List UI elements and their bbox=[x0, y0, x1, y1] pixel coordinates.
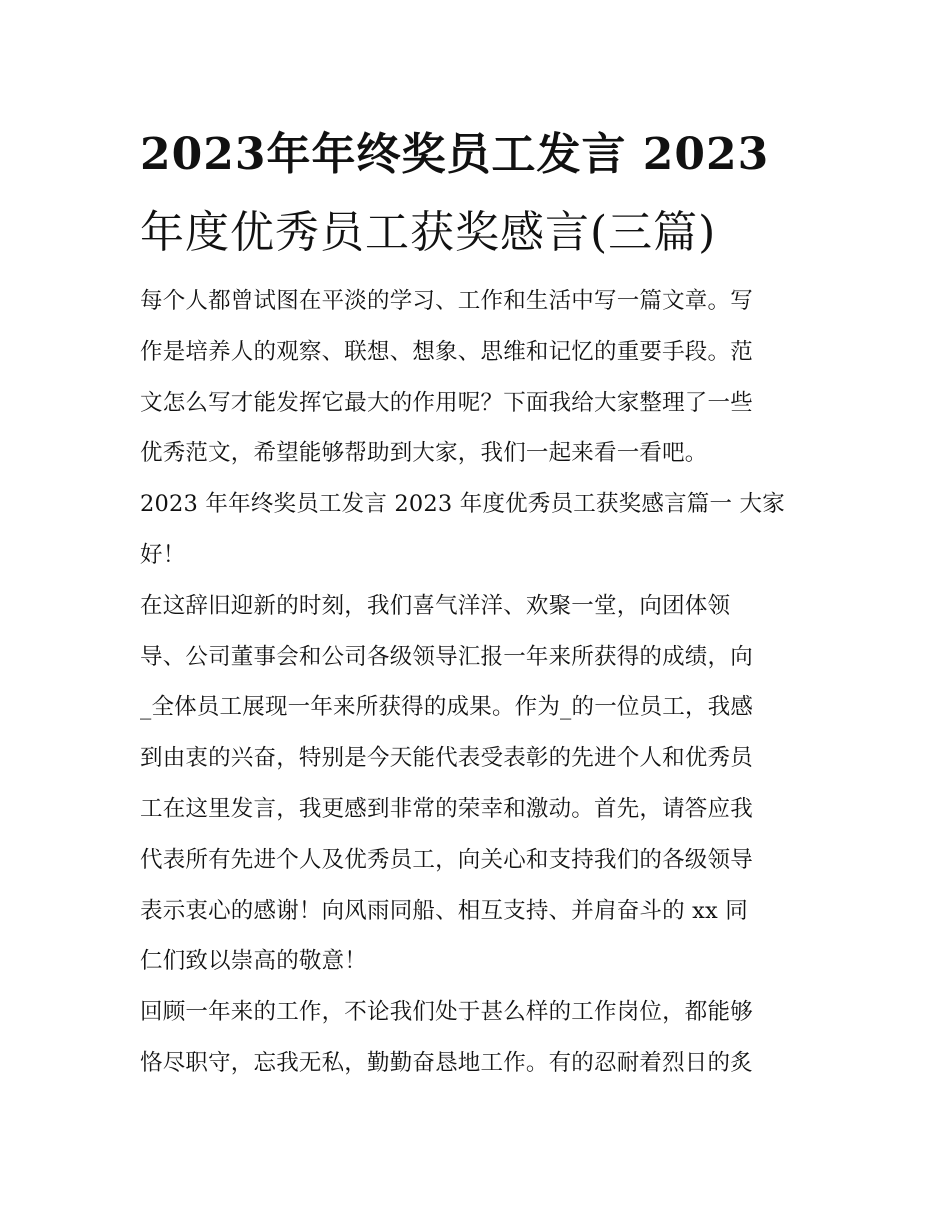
document-title bbox=[140, 116, 820, 272]
title-line-2: 年度优秀员工获奖感言(三篇) bbox=[140, 207, 717, 258]
body-line-10: 到由衷的兴奋，特别是今天能代表受表彰的先进个人和优秀员 bbox=[140, 745, 753, 772]
body-line-3: 文怎么写才能发挥它最大的作用呢？下面我给大家整理了一些 bbox=[140, 389, 753, 416]
body-line-6: 好！ bbox=[140, 541, 186, 568]
body-line-1: 每个人都曾试图在平淡的学习、工作和生活中写一篇文章。写 bbox=[140, 288, 753, 314]
body-line-2: 作是培养人的观察、联想、想象、思维和记忆的重要手段。范 bbox=[140, 338, 753, 365]
body-line-15: 回顾一年来的工作，不论我们处于甚么样的工作岗位，都能够 bbox=[140, 999, 753, 1026]
document-body bbox=[140, 278, 812, 1091]
body-line-4: 优秀范文，希望能够帮助到大家，我们一起来看一看吧。 bbox=[140, 440, 708, 467]
body-line-14: 仁们致以崇高的敬意！ bbox=[140, 948, 368, 975]
body-line-7: 在这辞旧迎新的时刻，我们喜气洋洋、欢聚一堂，向团体领 bbox=[140, 592, 731, 619]
body-line-11: 工在这里发言，我更感到非常的荣幸和激动。首先，请答应我 bbox=[140, 795, 753, 822]
body-line-8: 导、公司董事会和公司各级领导汇报一年来所获得的成绩，向 bbox=[140, 643, 753, 670]
body-line-13: 表示衷心的感谢！向风雨同船、相互支持、并肩奋斗的 xx 同 bbox=[140, 897, 748, 924]
body-line-9: _全体员工展现一年来所获得的成果。作为_的一位员工，我感 bbox=[140, 694, 754, 721]
body-line-16: 恪尽职守，忘我无私，勤勤奋恳地工作。有的忍耐着烈日的炙 bbox=[140, 1049, 753, 1076]
title-line-1: 2023年年终奖员工发言 2023 bbox=[140, 129, 770, 180]
body-line-5: 2023 年年终奖员工发言 2023 年度优秀员工获奖感言篇一 大家 bbox=[140, 491, 785, 518]
body-line-12: 代表所有先进个人及优秀员工，向关心和支持我们的各级领导 bbox=[140, 846, 753, 873]
